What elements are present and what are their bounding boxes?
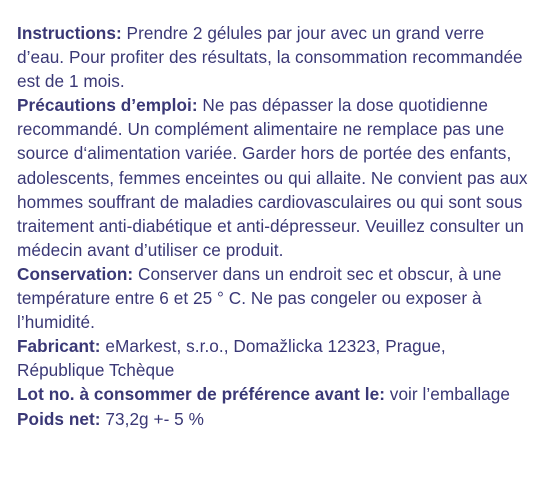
net-weight-title: Poids net: [17,408,101,429]
lot-expiry-text: voir l’emballage [384,384,511,405]
net-weight-section [17,407,529,431]
instructions-text: Prendre 2 gélules par jour avec un grand verre d’eau. Pour profiter des résultats, la consommation recommandée est de 1 mois. [17,23,523,92]
product-label-text [17,21,529,431]
precautions-section [17,93,529,262]
net-weight-text: 73,2g +- 5 % [100,408,204,429]
lot-expiry-title: Lot no. à consommer de préférence avant le: [17,384,385,405]
precautions-title: Précautions d’emploi: [17,95,198,116]
conservation-text: Conserver dans un endroit sec et obscur, à une température entre 6 et 25 ° C. Ne pas congeler ou exposer à l’humidité. [17,263,502,333]
conservation-section [17,262,529,334]
precautions-text: Ne pas dépasser la dose quotidienne recommandé. Un complément alimentaire ne remplace pas une source d‘alimentation variée. Garder hors de portée des enfants, adolescents, femmes enceintes ou qui allaite. Ne convient pas aux hommes souffrant de maladies cardiovasculaires ou qui sont sous traitement anti-diabétique et anti-dépresseur. Veuillez consulter un médecin avant d’utiliser ce produit. [17,95,528,260]
manufacturer-section [17,334,529,382]
lot-expiry-section [17,382,529,406]
instructions-title: Instructions: [17,23,122,43]
instructions-section [17,21,529,93]
conservation-title: Conservation: [17,263,134,284]
manufacturer-text: eMarkest, s.r.o., Domažlicka 12323, Prague, République Tchèque [17,336,446,381]
manufacturer-title: Fabricant: [17,336,101,357]
